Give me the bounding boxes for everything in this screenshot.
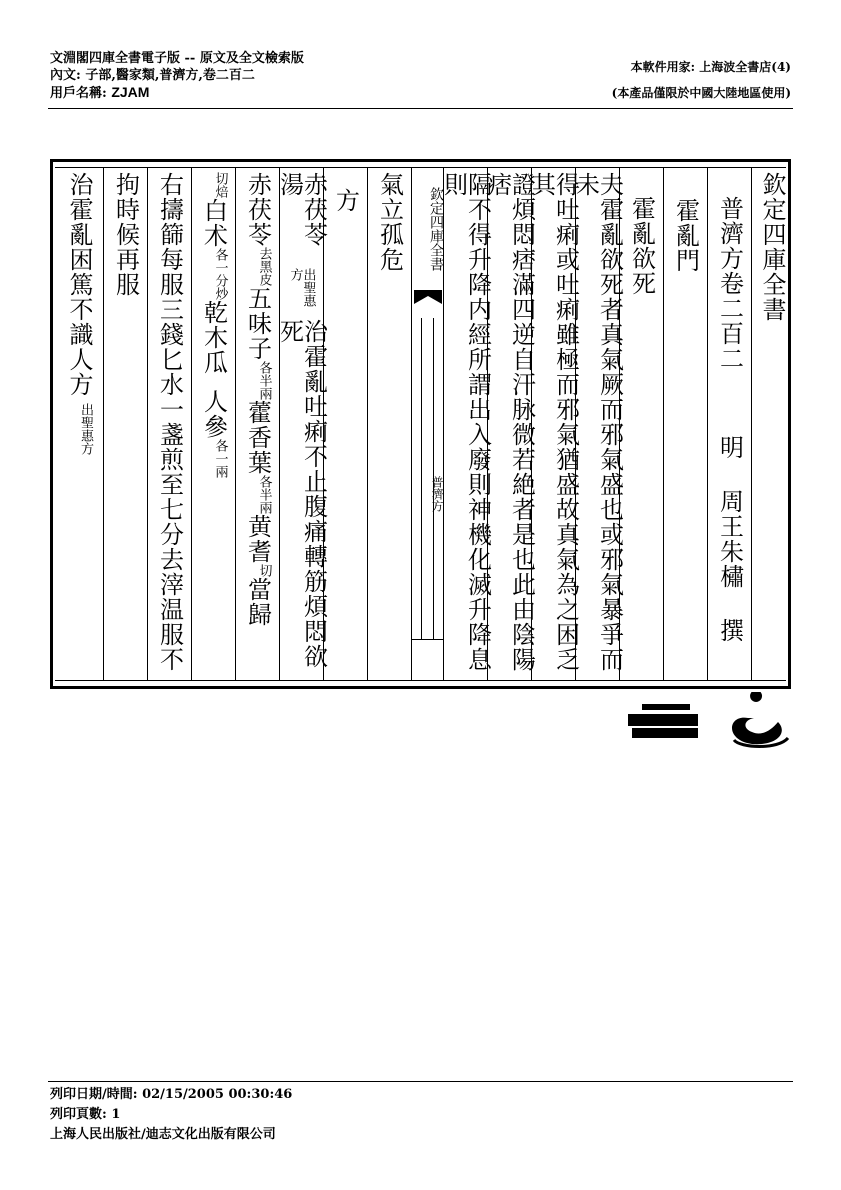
print-datetime: 列印日期/時間: 02/15/2005 00:30:46	[50, 1087, 293, 1102]
column-text: 右擣篩每服三錢匕水一盞煎至七分去滓温服不	[155, 172, 184, 672]
column-note: 各半兩	[256, 475, 272, 514]
column-note: 切焙	[212, 172, 228, 198]
text-column-l2	[323, 168, 367, 680]
text-column-l8	[55, 168, 103, 680]
column-text: 欽定四庫全書	[758, 172, 786, 322]
publisher-credit: 上海人民出版社/迪志文化出版有限公司	[50, 1127, 276, 1142]
header-user-line	[50, 84, 304, 102]
text-column-l1	[367, 168, 411, 680]
fishtail-mark	[414, 290, 442, 312]
column-text: 治霍亂吐痢不止腹痛轉筋煩悶欲死	[275, 318, 328, 669]
header-content-path: 內文: 子部,醫家類,普濟方,卷二百二	[50, 68, 255, 83]
column-note: 各一分炒	[212, 248, 228, 300]
column-text: 當歸	[243, 577, 272, 627]
page-footer	[50, 1085, 292, 1145]
column-text: 治霍亂困篤不識人方	[65, 172, 93, 397]
text-column-r5	[571, 168, 624, 680]
column-text: 藿香葉	[243, 400, 272, 475]
column-author: 明 周王朱橚 撰	[715, 435, 744, 643]
text-column-r3	[663, 168, 707, 680]
column-text: 赤茯苓湯	[275, 172, 328, 247]
column-text: 乾木瓜	[199, 300, 228, 375]
column-note: 出聖惠方	[78, 403, 93, 455]
text-column-r7	[483, 168, 536, 680]
column-text: 人參	[199, 389, 228, 439]
column-text: 五味子	[243, 286, 272, 361]
text-column-r6	[527, 168, 580, 680]
column-note: 各一兩	[212, 439, 228, 478]
column-text: 白术	[199, 198, 228, 248]
text-column-l6	[147, 168, 191, 680]
header-title: 文淵閣四庫全書電子版 -- 原文及全文檢索版	[50, 51, 304, 66]
column-note: 各半兩	[256, 361, 272, 400]
fold-column	[411, 168, 443, 680]
column-text: 赤茯苓	[243, 172, 272, 247]
header-rule	[48, 108, 793, 109]
column-text: 得吐痢或吐痢雖極而邪氣猶盛故真氣為之困乏其	[527, 172, 580, 672]
page-header-left	[50, 50, 304, 102]
column-note: 切	[256, 564, 272, 577]
user-label: 用戶名稱:	[50, 86, 112, 101]
text-column-l7	[103, 168, 147, 680]
book-page	[50, 159, 791, 689]
column-text: 拘時候再服	[111, 172, 140, 297]
fold-section: 普濟方	[430, 476, 444, 512]
column-text: 普濟方卷二百二	[715, 196, 744, 371]
print-page-count: 列印頁數: 1	[50, 1107, 121, 1122]
fold-title: 欽定四庫全書	[428, 187, 444, 271]
text-column-l3	[275, 168, 328, 680]
column-text: 方	[331, 188, 360, 213]
column-text: 證煩悶痞滿四逆自汗脉微若絶者是也此由陰陽痞	[483, 172, 536, 672]
text-column-r8	[439, 168, 492, 680]
page-frame	[55, 167, 786, 681]
text-column-r1	[751, 168, 792, 680]
publisher-logo	[628, 692, 793, 750]
fold-foot	[412, 639, 443, 640]
column-text: 隔不得升降内經所謂出入廢則神機化滅升降息則	[439, 172, 492, 672]
usage-restriction: (本產品僅限於中國大陸地區使用)	[611, 86, 791, 100]
column-text: 氣立孤危	[375, 172, 404, 272]
page-header-right	[612, 54, 791, 106]
text-column-l5	[191, 168, 235, 680]
licensee: 本軟件用家: 上海波全書店(4)	[630, 60, 791, 74]
text-column-r4	[619, 168, 663, 680]
column-note: 去黑皮	[256, 247, 272, 286]
text-column-r2	[707, 168, 751, 680]
column-text: 黄耆	[243, 514, 272, 564]
user-name: ZJAM	[111, 84, 150, 100]
column-text: 夫霍亂欲死者真氣厥而邪氣盛也或邪氣暴爭而未	[571, 172, 624, 672]
text-column-l4	[235, 168, 279, 680]
footer-rule	[48, 1081, 793, 1082]
column-text: 霍亂欲死	[627, 196, 656, 296]
column-text: 霍亂門	[671, 198, 700, 273]
column-note: 出聖惠方	[287, 268, 316, 308]
